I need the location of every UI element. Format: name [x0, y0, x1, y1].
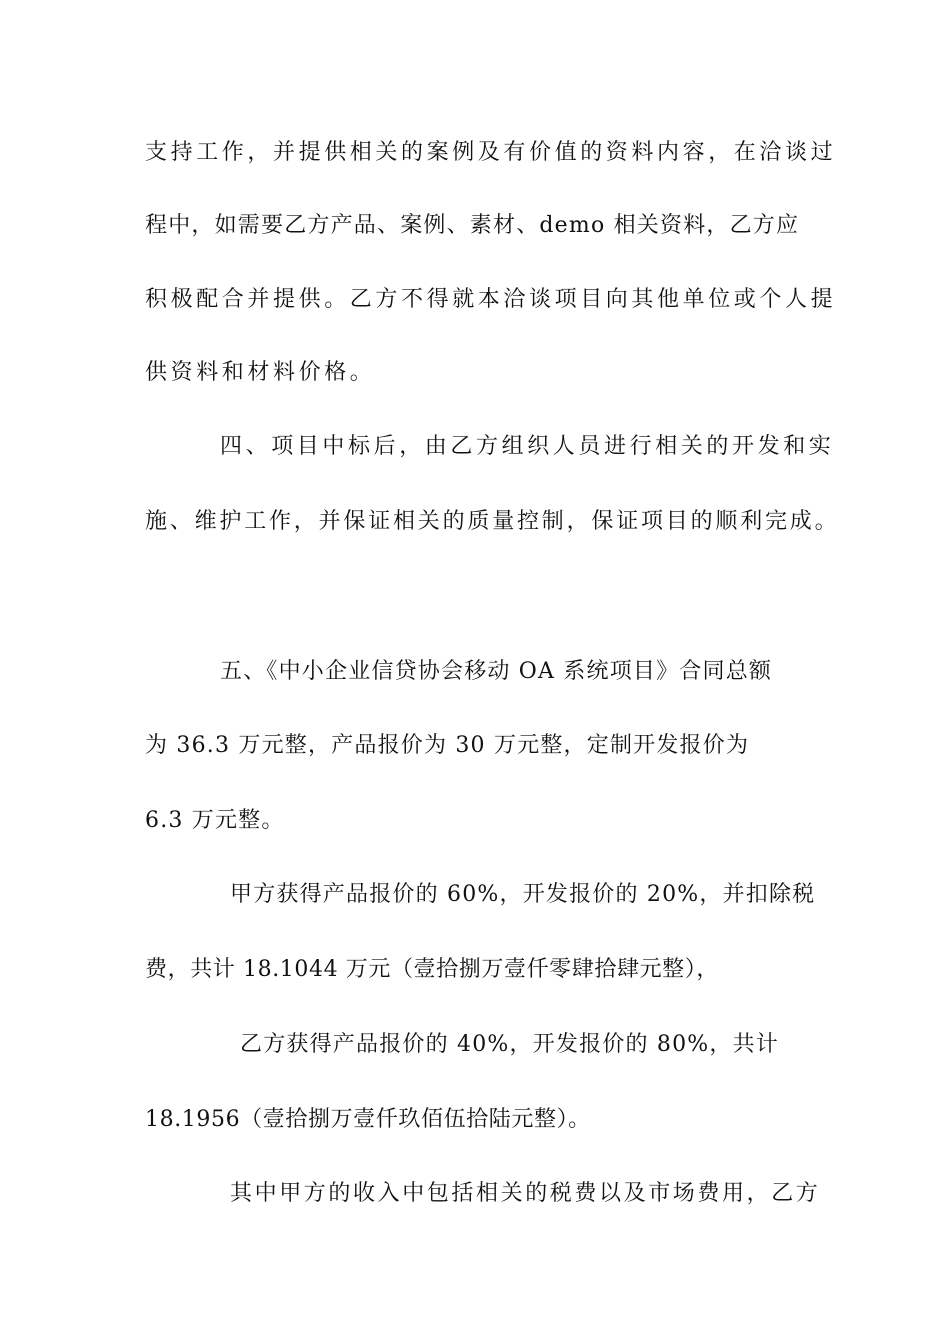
- paragraph-line: 6.3 万元整。: [145, 808, 285, 833]
- paragraph-line: 乙方获得产品报价的 40%，开发报价的 80%，共计: [240, 1032, 779, 1057]
- paragraph-line: 18.1956（壹拾捌万壹仟玖佰伍拾陆元整）。: [145, 1107, 591, 1132]
- paragraph-line: 甲方获得产品报价的 60%，开发报价的 20%，并扣除税: [230, 882, 816, 907]
- paragraph-line: 施、维护工作，并保证相关的质量控制，保证项目的顺利完成。: [145, 509, 840, 534]
- paragraph-line: 为 36.3 万元整，产品报价为 30 万元整，定制开发报价为: [145, 733, 750, 758]
- paragraph-line: 积极配合并提供。乙方不得就本洽谈项目向其他单位或个人提: [145, 287, 837, 312]
- paragraph-line: 供资料和材料价格。: [145, 360, 376, 385]
- paragraph-line: 支持工作，并提供相关的案例及有价值的资料内容，在洽谈过: [145, 140, 837, 165]
- paragraph-line: 五、《中小企业信贷协会移动 OA 系统项目》合同总额: [220, 659, 773, 684]
- paragraph-line: 程中，如需要乙方产品、案例、素材、demo 相关资料，乙方应: [145, 213, 800, 238]
- paragraph-line: 四、项目中标后，由乙方组织人员进行相关的开发和实: [220, 434, 835, 459]
- paragraph-line: 其中甲方的收入中包括相关的税费以及市场费用，乙方: [230, 1181, 821, 1206]
- paragraph-line: 费，共计 18.1044 万元（壹拾捌万壹仟零肆拾肆元整），: [145, 957, 719, 982]
